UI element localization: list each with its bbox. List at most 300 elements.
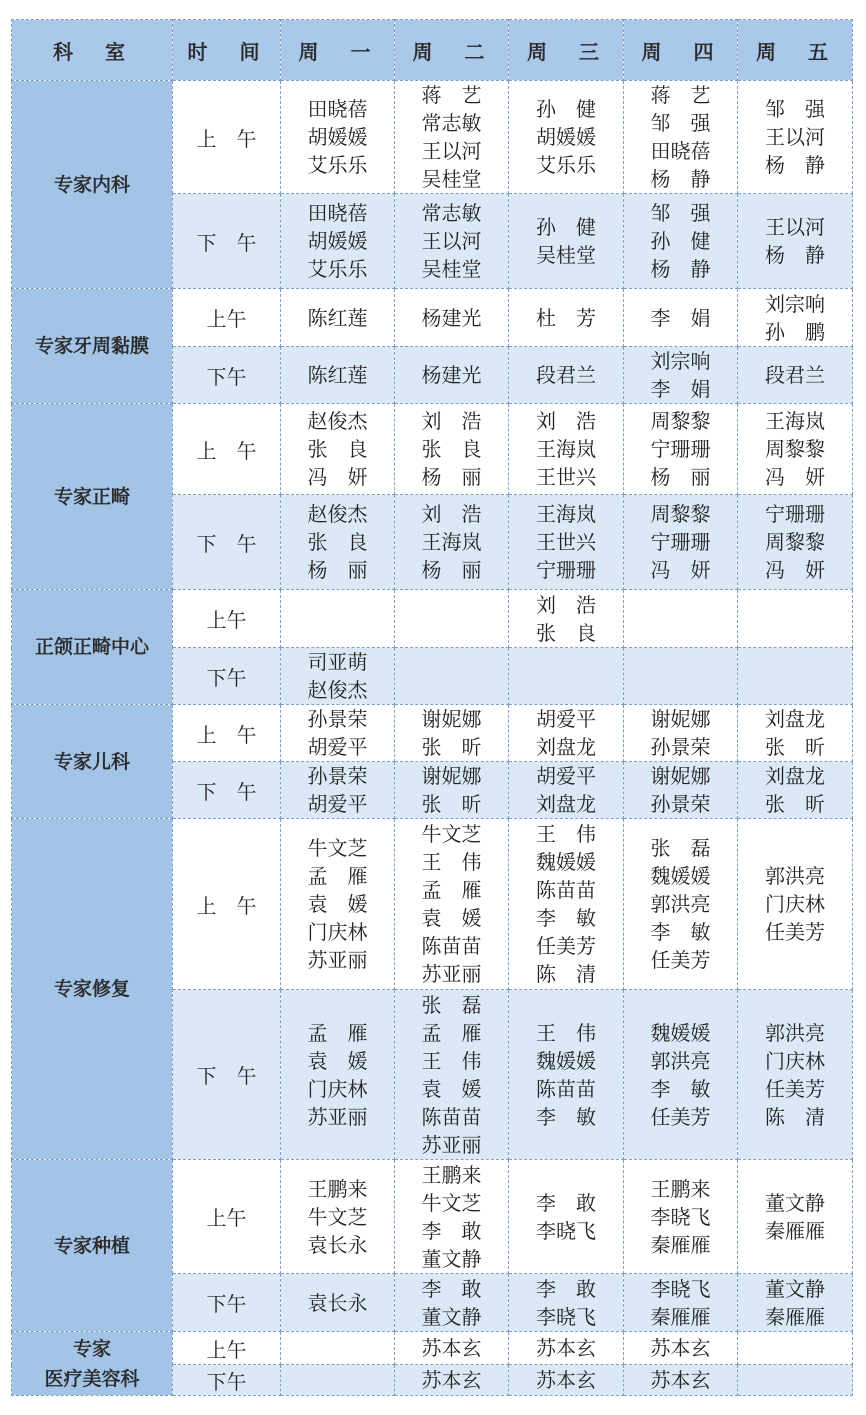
doctor-name: 孙 健 bbox=[536, 97, 596, 121]
header-tuesday: 周 二 bbox=[395, 20, 509, 81]
doctor-cell-tuesday bbox=[395, 194, 509, 289]
doctor-cell-tuesday bbox=[395, 990, 509, 1160]
doctor-name: 张 昕 bbox=[421, 792, 482, 816]
time-slot-cell: 下午 bbox=[173, 1365, 281, 1396]
doctor-name: 杨建光 bbox=[421, 305, 482, 330]
doctor-name: 王世兴 bbox=[536, 530, 596, 554]
doctor-name: 段君兰 bbox=[765, 363, 825, 387]
doctor-cell-tuesday bbox=[395, 81, 509, 194]
doctor-cell-friday bbox=[738, 1274, 853, 1332]
doctor-name: 胡媛媛 bbox=[307, 229, 368, 253]
doctor-name: 周黎黎 bbox=[650, 409, 711, 433]
time-slot-cell: 下午 bbox=[173, 347, 281, 404]
doctor-cell-monday bbox=[281, 404, 395, 495]
doctor-name: 孟 雁 bbox=[307, 864, 368, 888]
doctor-name: 李晓飞 bbox=[536, 1304, 596, 1329]
doctor-cell-wednesday bbox=[509, 762, 624, 819]
doctor-cell-thursday bbox=[624, 1332, 738, 1365]
doctor-name: 张 良 bbox=[307, 530, 368, 554]
department-cell bbox=[12, 705, 173, 819]
department-name: 专家修复 bbox=[53, 978, 130, 1000]
doctor-name: 王鹏来 bbox=[650, 1176, 711, 1201]
doctor-name: 孙景荣 bbox=[650, 792, 711, 816]
doctor-name: 冯 妍 bbox=[765, 558, 825, 582]
doctor-name: 袁 媛 bbox=[307, 1048, 368, 1073]
department-name: 专家内科 bbox=[53, 173, 130, 196]
doctor-cell-wednesday bbox=[509, 1160, 624, 1274]
doctor-name: 周黎黎 bbox=[765, 437, 825, 461]
schedule-row bbox=[12, 1332, 853, 1365]
doctor-name: 胡爱平 bbox=[536, 764, 596, 788]
doctor-cell-monday bbox=[281, 705, 395, 762]
doctor-name: 胡爱平 bbox=[307, 735, 368, 759]
doctor-name: 苏本玄 bbox=[536, 1336, 596, 1360]
doctor-cell-tuesday bbox=[395, 819, 509, 990]
time-slot-cell: 下 午 bbox=[173, 762, 281, 819]
doctor-cell-friday bbox=[738, 1160, 853, 1274]
doctor-name: 牛文芝 bbox=[307, 1204, 368, 1229]
doctor-name: 郭洪亮 bbox=[650, 1048, 711, 1073]
doctor-name: 董文静 bbox=[421, 1304, 482, 1329]
doctor-name: 苏亚丽 bbox=[307, 1104, 368, 1129]
doctor-name: 赵俊杰 bbox=[307, 678, 368, 702]
doctor-cell-thursday bbox=[624, 404, 738, 495]
doctor-name: 宁珊珊 bbox=[536, 558, 596, 582]
doctor-name: 李 娟 bbox=[650, 305, 711, 330]
doctor-cell-monday bbox=[281, 347, 395, 404]
schedule-row bbox=[12, 819, 853, 990]
doctor-name: 苏亚丽 bbox=[421, 962, 482, 986]
doctor-name: 孟 雁 bbox=[421, 1020, 482, 1045]
doctor-name: 张 良 bbox=[536, 620, 596, 645]
doctor-name: 任美芳 bbox=[650, 1104, 711, 1129]
doctor-cell-wednesday bbox=[509, 590, 624, 648]
doctor-cell-thursday bbox=[624, 990, 738, 1160]
doctor-cell-thursday bbox=[624, 1274, 738, 1332]
doctor-cell-monday bbox=[281, 819, 395, 990]
doctor-cell-wednesday bbox=[509, 347, 624, 404]
doctor-name: 吴桂堂 bbox=[421, 167, 482, 191]
doctor-name: 谢妮娜 bbox=[421, 764, 482, 788]
doctor-name: 陈苗苗 bbox=[421, 1104, 482, 1129]
doctor-name: 王 伟 bbox=[536, 1020, 596, 1045]
doctor-cell-monday bbox=[281, 1160, 395, 1274]
doctor-cell-wednesday bbox=[509, 648, 624, 705]
doctor-name: 艾乐乐 bbox=[536, 153, 596, 177]
doctor-name: 牛文芝 bbox=[307, 836, 368, 860]
time-slot-cell: 上午 bbox=[173, 590, 281, 648]
doctor-name: 杨 静 bbox=[765, 153, 825, 177]
doctor-name: 杨 静 bbox=[650, 167, 711, 191]
doctor-name: 周黎黎 bbox=[765, 530, 825, 554]
doctor-cell-thursday bbox=[624, 1365, 738, 1396]
department-cell bbox=[12, 590, 173, 705]
doctor-cell-tuesday bbox=[395, 1332, 509, 1365]
header-thursday: 周 四 bbox=[624, 20, 738, 81]
schedule-table bbox=[11, 19, 853, 1396]
doctor-name: 艾乐乐 bbox=[307, 257, 368, 281]
department-cell bbox=[12, 404, 173, 590]
time-slot-cell: 下午 bbox=[173, 1274, 281, 1332]
doctor-name: 胡爱平 bbox=[536, 707, 596, 731]
time-slot-cell: 上 午 bbox=[173, 404, 281, 495]
doctor-name: 张 昕 bbox=[765, 735, 825, 759]
doctor-name: 宁珊珊 bbox=[650, 437, 711, 461]
doctor-name: 任美芳 bbox=[650, 948, 711, 972]
doctor-cell-thursday bbox=[624, 762, 738, 819]
doctor-name: 邹 强 bbox=[650, 201, 711, 225]
doctor-name: 谢妮娜 bbox=[650, 707, 711, 731]
doctor-name: 刘宗响 bbox=[650, 349, 711, 373]
doctor-cell-friday bbox=[738, 819, 853, 990]
doctor-name: 宁珊珊 bbox=[650, 530, 711, 554]
doctor-name: 任美芳 bbox=[765, 920, 825, 944]
doctor-cell-tuesday bbox=[395, 289, 509, 347]
doctor-name: 蒋 艺 bbox=[421, 83, 482, 107]
doctor-name: 张 磊 bbox=[650, 836, 711, 860]
doctor-name: 秦雁雁 bbox=[765, 1218, 825, 1243]
doctor-name: 苏本玄 bbox=[421, 1336, 482, 1360]
doctor-name: 吴桂堂 bbox=[421, 257, 482, 281]
doctor-name: 刘 浩 bbox=[421, 502, 482, 526]
time-slot-cell: 下 午 bbox=[173, 990, 281, 1160]
doctor-name: 宁珊珊 bbox=[765, 502, 825, 526]
department-name: 专家牙周黏膜 bbox=[34, 335, 149, 357]
doctor-name: 冯 妍 bbox=[307, 465, 368, 489]
header-department: 科 室 bbox=[12, 20, 173, 81]
doctor-name: 孟 雁 bbox=[421, 878, 482, 902]
doctor-cell-friday bbox=[738, 347, 853, 404]
doctor-name: 张 昕 bbox=[421, 735, 482, 759]
department-cell bbox=[12, 81, 173, 289]
doctor-name: 袁 媛 bbox=[421, 1076, 482, 1101]
doctor-name: 刘盘龙 bbox=[536, 792, 596, 816]
doctor-cell-wednesday bbox=[509, 1274, 624, 1332]
doctor-name: 王以河 bbox=[765, 125, 825, 149]
doctor-name: 董文静 bbox=[765, 1190, 825, 1215]
doctor-cell-monday bbox=[281, 1332, 395, 1365]
doctor-name: 李晓飞 bbox=[650, 1276, 711, 1301]
doctor-cell-thursday bbox=[624, 194, 738, 289]
doctor-name: 李 敏 bbox=[650, 1076, 711, 1101]
doctor-name: 张 良 bbox=[307, 437, 368, 461]
doctor-name: 田晓蓓 bbox=[650, 139, 711, 163]
doctor-name: 杨 丽 bbox=[421, 465, 482, 489]
doctor-cell-wednesday bbox=[509, 81, 624, 194]
doctor-name: 魏媛媛 bbox=[650, 864, 711, 888]
doctor-name: 杜 芳 bbox=[536, 305, 596, 330]
doctor-name: 李 敢 bbox=[536, 1276, 596, 1301]
doctor-cell-friday bbox=[738, 705, 853, 762]
doctor-name: 孙景荣 bbox=[307, 764, 368, 788]
doctor-name: 王以河 bbox=[421, 229, 482, 253]
doctor-name: 苏亚丽 bbox=[307, 948, 368, 972]
doctor-name: 牛文芝 bbox=[421, 822, 482, 846]
doctor-name: 王 伟 bbox=[421, 1048, 482, 1073]
doctor-name: 苏本玄 bbox=[650, 1336, 711, 1360]
doctor-name: 郭洪亮 bbox=[765, 1020, 825, 1045]
schedule-row bbox=[12, 404, 853, 495]
doctor-cell-tuesday bbox=[395, 1160, 509, 1274]
department-cell bbox=[12, 819, 173, 1160]
doctor-cell-thursday bbox=[624, 705, 738, 762]
doctor-cell-wednesday bbox=[509, 990, 624, 1160]
doctor-name: 王海岚 bbox=[536, 502, 596, 526]
doctor-name: 赵俊杰 bbox=[307, 409, 368, 433]
doctor-name: 董文静 bbox=[421, 1246, 482, 1271]
doctor-name: 段君兰 bbox=[536, 363, 596, 387]
doctor-name: 孙 鹏 bbox=[765, 319, 825, 344]
doctor-name: 苏本玄 bbox=[536, 1368, 596, 1392]
doctor-name: 李 敏 bbox=[650, 920, 711, 944]
time-slot-cell: 上午 bbox=[173, 289, 281, 347]
doctor-name: 胡媛媛 bbox=[536, 125, 596, 149]
time-slot-cell: 下 午 bbox=[173, 194, 281, 289]
doctor-name: 孙景荣 bbox=[650, 735, 711, 759]
doctor-cell-friday bbox=[738, 762, 853, 819]
doctor-name: 任美芳 bbox=[765, 1076, 825, 1101]
doctor-cell-friday bbox=[738, 590, 853, 648]
doctor-name: 王以河 bbox=[765, 215, 825, 239]
doctor-name: 王鹏来 bbox=[307, 1176, 368, 1201]
doctor-name: 袁长永 bbox=[307, 1232, 368, 1257]
doctor-cell-monday bbox=[281, 1365, 395, 1396]
doctor-name: 魏媛媛 bbox=[536, 1048, 596, 1073]
doctor-name: 陈红莲 bbox=[307, 363, 368, 387]
doctor-cell-monday bbox=[281, 289, 395, 347]
doctor-cell-monday bbox=[281, 194, 395, 289]
doctor-name: 秦雁雁 bbox=[765, 1304, 825, 1329]
doctor-name: 孙 健 bbox=[536, 215, 596, 239]
schedule-body bbox=[12, 81, 853, 1396]
time-slot-cell: 上 午 bbox=[173, 81, 281, 194]
doctor-cell-tuesday bbox=[395, 404, 509, 495]
doctor-name: 王海岚 bbox=[421, 530, 482, 554]
doctor-name: 吴桂堂 bbox=[536, 243, 596, 267]
doctor-name: 陈苗苗 bbox=[421, 934, 482, 958]
doctor-name: 李 敢 bbox=[536, 1190, 596, 1215]
doctor-cell-friday bbox=[738, 289, 853, 347]
doctor-name: 王海岚 bbox=[536, 437, 596, 461]
doctor-name: 袁 媛 bbox=[307, 892, 368, 916]
doctor-cell-thursday bbox=[624, 495, 738, 590]
doctor-cell-tuesday bbox=[395, 1365, 509, 1396]
header-wednesday: 周 三 bbox=[509, 20, 624, 81]
doctor-name: 常志敏 bbox=[421, 111, 482, 135]
time-slot-cell: 上午 bbox=[173, 1160, 281, 1274]
doctor-name: 苏本玄 bbox=[650, 1368, 711, 1392]
doctor-name: 郭洪亮 bbox=[765, 864, 825, 888]
doctor-name: 陈 清 bbox=[765, 1104, 825, 1129]
doctor-name: 冯 妍 bbox=[650, 558, 711, 582]
doctor-name: 常志敏 bbox=[421, 201, 482, 225]
doctor-name: 李晓飞 bbox=[650, 1204, 711, 1229]
doctor-cell-friday bbox=[738, 648, 853, 705]
time-slot-cell: 上 午 bbox=[173, 705, 281, 762]
department-name: 专家儿科 bbox=[53, 750, 130, 773]
doctor-name: 袁 媛 bbox=[421, 906, 482, 930]
doctor-name: 赵俊杰 bbox=[307, 502, 368, 526]
doctor-cell-wednesday bbox=[509, 404, 624, 495]
schedule-row bbox=[12, 705, 853, 762]
doctor-cell-friday bbox=[738, 81, 853, 194]
doctor-cell-wednesday bbox=[509, 194, 624, 289]
doctor-name: 郭洪亮 bbox=[650, 892, 711, 916]
doctor-name: 李 敏 bbox=[536, 906, 596, 930]
doctor-name: 田晓蓓 bbox=[307, 201, 368, 225]
time-slot-cell: 下午 bbox=[173, 648, 281, 705]
doctor-name: 苏亚丽 bbox=[421, 1132, 482, 1157]
time-slot-cell: 上午 bbox=[173, 1332, 281, 1365]
doctor-name: 门庆林 bbox=[307, 1076, 368, 1101]
doctor-name: 李 娟 bbox=[650, 377, 711, 401]
doctor-cell-thursday bbox=[624, 81, 738, 194]
doctor-name: 王以河 bbox=[421, 139, 482, 163]
doctor-name: 李 敏 bbox=[536, 1104, 596, 1129]
doctor-name: 门庆林 bbox=[307, 920, 368, 944]
doctor-name: 张 磊 bbox=[421, 992, 482, 1017]
doctor-name: 刘盘龙 bbox=[536, 735, 596, 759]
doctor-name: 孙 健 bbox=[650, 229, 711, 253]
doctor-cell-monday bbox=[281, 648, 395, 705]
doctor-name: 门庆林 bbox=[765, 892, 825, 916]
doctor-cell-monday bbox=[281, 81, 395, 194]
doctor-name: 周黎黎 bbox=[650, 502, 711, 526]
doctor-cell-friday bbox=[738, 990, 853, 1160]
doctor-name: 杨 丽 bbox=[421, 558, 482, 582]
doctor-cell-wednesday bbox=[509, 1332, 624, 1365]
doctor-name: 王世兴 bbox=[536, 465, 596, 489]
doctor-name: 李 敢 bbox=[421, 1276, 482, 1301]
doctor-name: 刘盘龙 bbox=[765, 764, 825, 788]
department-name: 医疗美容科 bbox=[44, 1367, 140, 1390]
doctor-cell-wednesday bbox=[509, 289, 624, 347]
doctor-name: 孟 雁 bbox=[307, 1020, 368, 1045]
department-cell bbox=[12, 1332, 173, 1396]
doctor-name: 张 良 bbox=[421, 437, 482, 461]
doctor-name: 蒋 艺 bbox=[650, 83, 711, 107]
doctor-name: 门庆林 bbox=[765, 1048, 825, 1073]
header-monday: 周 一 bbox=[281, 20, 395, 81]
doctor-cell-wednesday bbox=[509, 495, 624, 590]
doctor-cell-thursday bbox=[624, 819, 738, 990]
doctor-name: 冯 妍 bbox=[765, 465, 825, 489]
doctor-cell-wednesday bbox=[509, 819, 624, 990]
doctor-name: 苏本玄 bbox=[421, 1368, 482, 1392]
doctor-name: 陈红莲 bbox=[307, 305, 368, 330]
doctor-cell-monday bbox=[281, 990, 395, 1160]
doctor-name: 秦雁雁 bbox=[650, 1304, 711, 1329]
doctor-name: 陈苗苗 bbox=[536, 878, 596, 902]
department-name: 专家 bbox=[72, 1337, 111, 1360]
time-slot-cell: 下 午 bbox=[173, 495, 281, 590]
doctor-name: 秦雁雁 bbox=[650, 1232, 711, 1257]
doctor-name: 司亚萌 bbox=[307, 650, 368, 674]
department-cell bbox=[12, 289, 173, 404]
doctor-cell-monday bbox=[281, 762, 395, 819]
time-slot-cell: 上 午 bbox=[173, 819, 281, 990]
doctor-name: 陈 清 bbox=[536, 962, 596, 986]
department-name: 专家种植 bbox=[53, 1234, 130, 1257]
doctor-name: 孙景荣 bbox=[307, 707, 368, 731]
doctor-name: 王海岚 bbox=[765, 409, 825, 433]
doctor-name: 艾乐乐 bbox=[307, 153, 368, 177]
doctor-cell-thursday bbox=[624, 590, 738, 648]
doctor-cell-friday bbox=[738, 1332, 853, 1365]
doctor-name: 魏媛媛 bbox=[650, 1020, 711, 1045]
doctor-cell-friday bbox=[738, 194, 853, 289]
doctor-name: 王 伟 bbox=[536, 822, 596, 846]
doctor-cell-thursday bbox=[624, 1160, 738, 1274]
doctor-name: 邹 强 bbox=[650, 111, 711, 135]
header-time: 时 间 bbox=[173, 20, 281, 81]
doctor-name: 杨 丽 bbox=[650, 465, 711, 489]
doctor-cell-tuesday bbox=[395, 705, 509, 762]
doctor-name: 王鹏来 bbox=[421, 1162, 482, 1187]
doctor-cell-wednesday bbox=[509, 705, 624, 762]
doctor-name: 王 伟 bbox=[421, 850, 482, 874]
doctor-cell-tuesday bbox=[395, 347, 509, 404]
schedule-row bbox=[12, 590, 853, 648]
doctor-cell-friday bbox=[738, 404, 853, 495]
doctor-name: 任美芳 bbox=[536, 934, 596, 958]
doctor-cell-thursday bbox=[624, 347, 738, 404]
doctor-name: 刘 浩 bbox=[536, 592, 596, 617]
doctor-name: 董文静 bbox=[765, 1276, 825, 1301]
doctor-name: 谢妮娜 bbox=[421, 707, 482, 731]
doctor-name: 陈苗苗 bbox=[536, 1076, 596, 1101]
doctor-name: 邹 强 bbox=[765, 97, 825, 121]
doctor-name: 田晓蓓 bbox=[307, 97, 368, 121]
doctor-cell-monday bbox=[281, 590, 395, 648]
doctor-cell-thursday bbox=[624, 289, 738, 347]
doctor-name: 杨 静 bbox=[650, 257, 711, 281]
doctor-name: 杨建光 bbox=[421, 363, 482, 387]
doctor-cell-tuesday bbox=[395, 762, 509, 819]
doctor-cell-friday bbox=[738, 495, 853, 590]
doctor-name: 胡爱平 bbox=[307, 792, 368, 816]
schedule-row bbox=[12, 81, 853, 194]
doctor-name: 刘宗响 bbox=[765, 291, 825, 316]
doctor-name: 牛文芝 bbox=[421, 1190, 482, 1215]
doctor-name: 李 敢 bbox=[421, 1218, 482, 1243]
doctor-name: 杨 静 bbox=[765, 243, 825, 267]
doctor-cell-friday bbox=[738, 1365, 853, 1396]
doctor-name: 胡媛媛 bbox=[307, 125, 368, 149]
doctor-name: 谢妮娜 bbox=[650, 764, 711, 788]
doctor-name: 李晓飞 bbox=[536, 1218, 596, 1243]
doctor-name: 魏媛媛 bbox=[536, 850, 596, 874]
doctor-name: 刘 浩 bbox=[421, 409, 482, 433]
department-name: 专家正畸 bbox=[53, 485, 130, 508]
doctor-name: 刘 浩 bbox=[536, 409, 596, 433]
doctor-name: 袁长永 bbox=[307, 1290, 368, 1315]
header-friday: 周 五 bbox=[738, 20, 853, 81]
doctor-cell-thursday bbox=[624, 648, 738, 705]
department-cell bbox=[12, 1160, 173, 1332]
doctor-cell-tuesday bbox=[395, 648, 509, 705]
doctor-cell-monday bbox=[281, 1274, 395, 1332]
doctor-cell-wednesday bbox=[509, 1365, 624, 1396]
department-name: 正颌正畸中心 bbox=[34, 636, 149, 658]
schedule-row bbox=[12, 289, 853, 347]
doctor-cell-tuesday bbox=[395, 495, 509, 590]
doctor-name: 张 昕 bbox=[765, 792, 825, 816]
doctor-cell-tuesday bbox=[395, 590, 509, 648]
doctor-name: 刘盘龙 bbox=[765, 707, 825, 731]
doctor-cell-monday bbox=[281, 495, 395, 590]
doctor-cell-tuesday bbox=[395, 1274, 509, 1332]
